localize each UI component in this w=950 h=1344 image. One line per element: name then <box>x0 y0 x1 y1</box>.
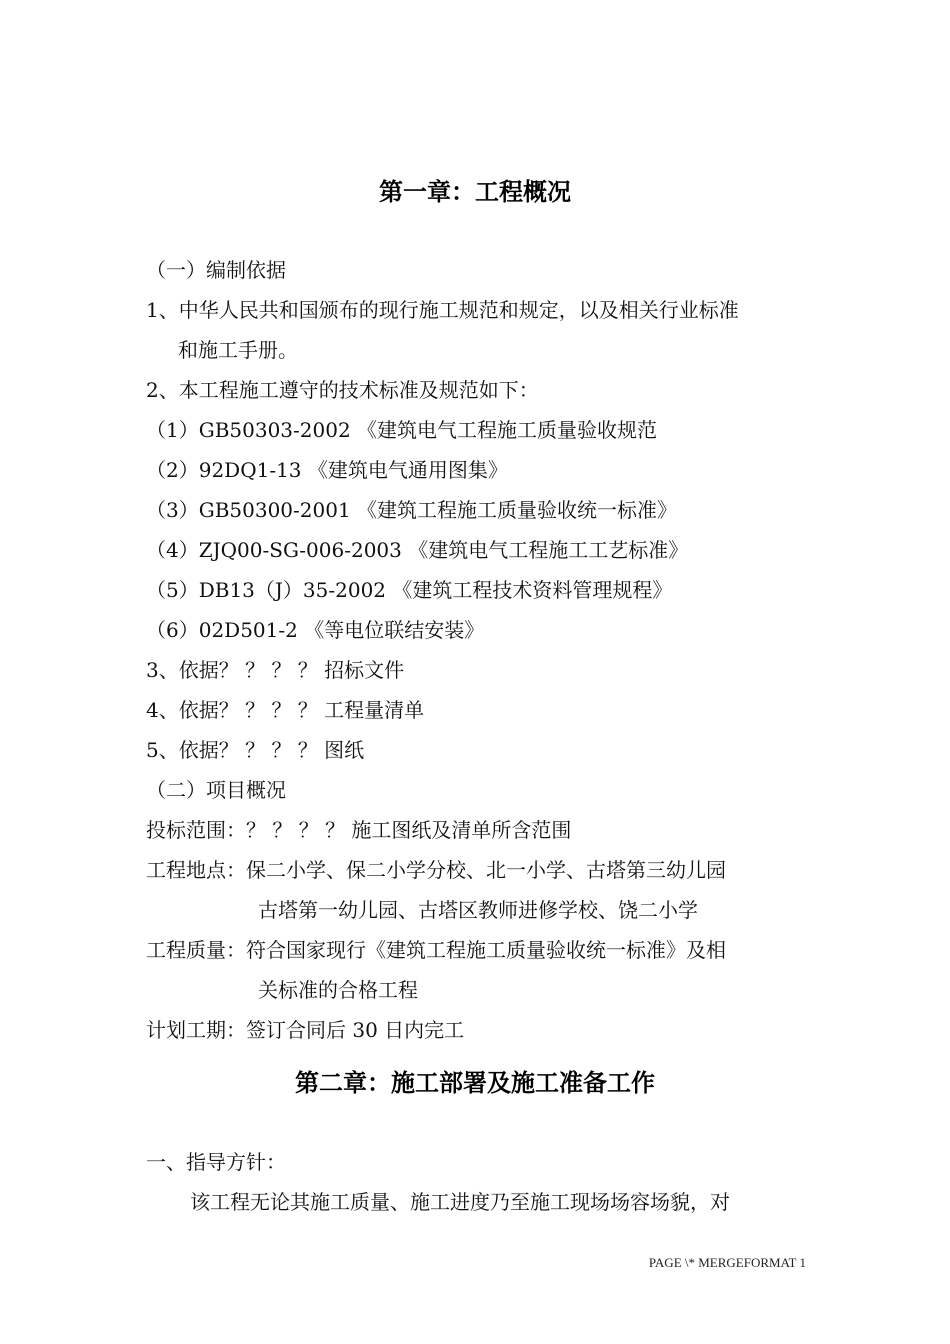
bid-scope: 投标范围：？ ？ ？ ？ 施工图纸及清单所含范围 <box>146 818 572 842</box>
chapter-1-title: 第一章：工程概况 <box>379 178 571 206</box>
basis-item-5: 5、依据？ ？ ？ ？ 图纸 <box>146 738 365 762</box>
standard-item: （1）GB50303-2002 《建筑电气工程施工质量验收规范 <box>146 418 658 442</box>
basis-item-3: 3、依据？ ？ ？ ？ 招标文件 <box>146 658 405 682</box>
planned-schedule: 计划工期：签订合同后 30 日内完工 <box>146 1018 465 1042</box>
guiding-principle-heading: 一、指导方针： <box>146 1150 286 1174</box>
section-heading-basis: （一）编制依据 <box>146 258 286 282</box>
standard-item: （6）02D501-2 《等电位联结安装》 <box>146 618 485 642</box>
standard-item: （2）92DQ1-13 《建筑电气通用图集》 <box>146 458 508 482</box>
basis-item-1-line-1: 1、中华人民共和国颁布的现行施工规范和规定，以及相关行业标准 <box>146 298 739 322</box>
basis-item-1-line-2: 和施工手册。 <box>178 338 298 362</box>
guiding-principle-paragraph: 该工程无论其施工质量、施工进度乃至施工现场场容场貌，对 <box>190 1190 730 1214</box>
project-quality-line-1: 工程质量：符合国家现行《建筑工程施工质量验收统一标准》及相 <box>146 938 726 962</box>
basis-item-2: 2、本工程施工遵守的技术标准及规范如下： <box>146 378 539 402</box>
page-footer: PAGE \* MERGEFORMAT 1 <box>648 1255 806 1270</box>
section-heading-overview: （二）项目概况 <box>146 778 286 802</box>
standard-item: （4）ZJQ00-SG-006-2003 《建筑电气工程施工工艺标准》 <box>146 538 689 562</box>
project-location-line-1: 工程地点：保二小学、保二小学分校、北一小学、古塔第三幼儿园 <box>146 858 726 882</box>
project-location-line-2: 古塔第一幼儿园、古塔区教师进修学校、饶二小学 <box>258 898 698 922</box>
standard-item: （5）DB13（J）35-2002 《建筑工程技术资料管理规程》 <box>146 578 673 602</box>
project-quality-line-2: 关标准的合格工程 <box>258 978 418 1002</box>
chapter-2-title: 第二章：施工部署及施工准备工作 <box>295 1069 655 1097</box>
basis-item-4: 4、依据？ ？ ？ ？ 工程量清单 <box>146 698 425 722</box>
standard-item: （3）GB50300-2001 《建筑工程施工质量验收统一标准》 <box>146 498 678 522</box>
